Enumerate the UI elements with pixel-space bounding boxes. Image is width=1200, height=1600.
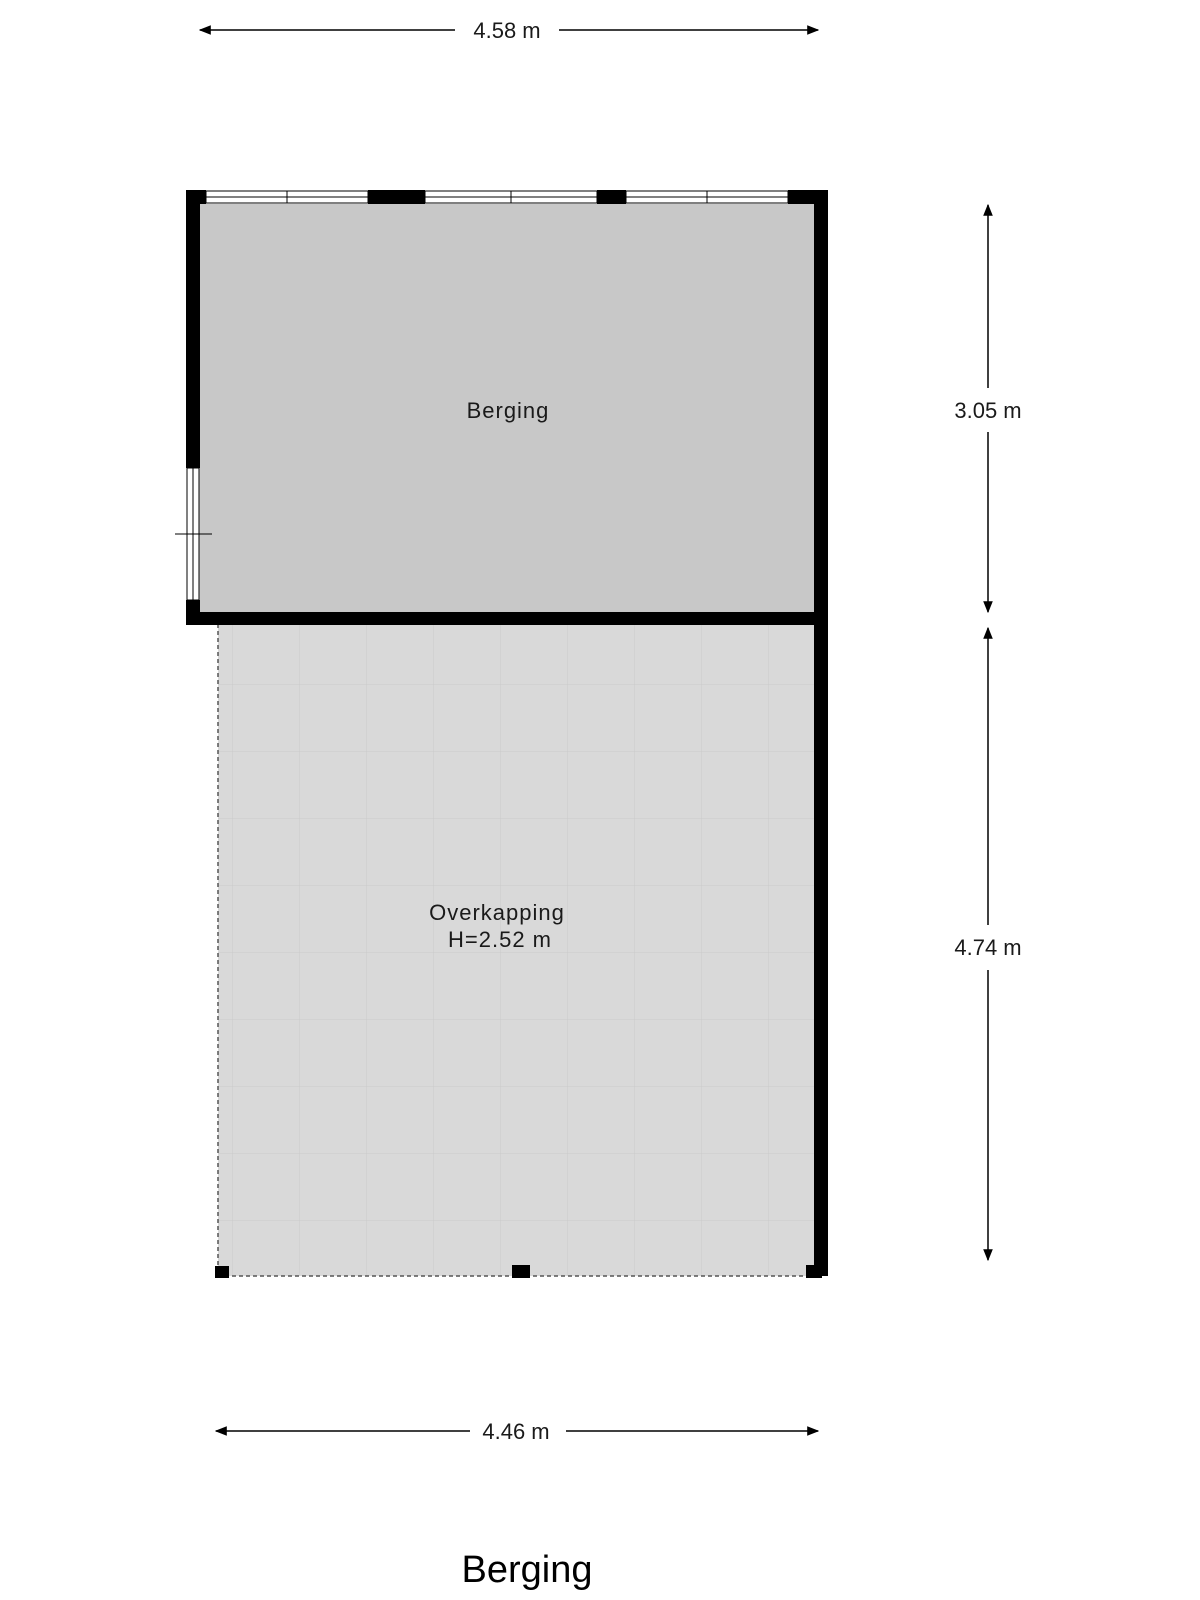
wall-top-pier-1 xyxy=(368,190,425,204)
wall-divider xyxy=(186,612,828,625)
room-label-overkapping: Overkapping xyxy=(429,900,565,925)
dimension-right-lower xyxy=(954,628,1021,1260)
post-left xyxy=(215,1266,229,1278)
window-top-right xyxy=(626,191,788,203)
wall-left-upper xyxy=(186,190,200,468)
dimension-top xyxy=(200,18,818,43)
window-top-left xyxy=(206,191,368,203)
wall-right xyxy=(814,190,828,1276)
dimension-bottom xyxy=(216,1419,818,1444)
window-top-middle xyxy=(425,191,597,203)
plan-title: Berging xyxy=(461,1549,593,1591)
dimension-right-upper-label: 3.05 m xyxy=(954,398,1022,423)
dimension-right-lower-label: 4.74 m xyxy=(954,935,1022,960)
dimension-top-label: 4.58 m xyxy=(473,18,541,43)
post-middle xyxy=(512,1265,530,1278)
room-label-berging: Berging xyxy=(466,398,550,423)
room-label-overkapping-height: H=2.52 m xyxy=(448,927,552,952)
dimension-right-upper xyxy=(954,205,1021,612)
wall-top-pier-2 xyxy=(597,190,626,204)
dimension-bottom-label: 4.46 m xyxy=(482,1419,550,1444)
